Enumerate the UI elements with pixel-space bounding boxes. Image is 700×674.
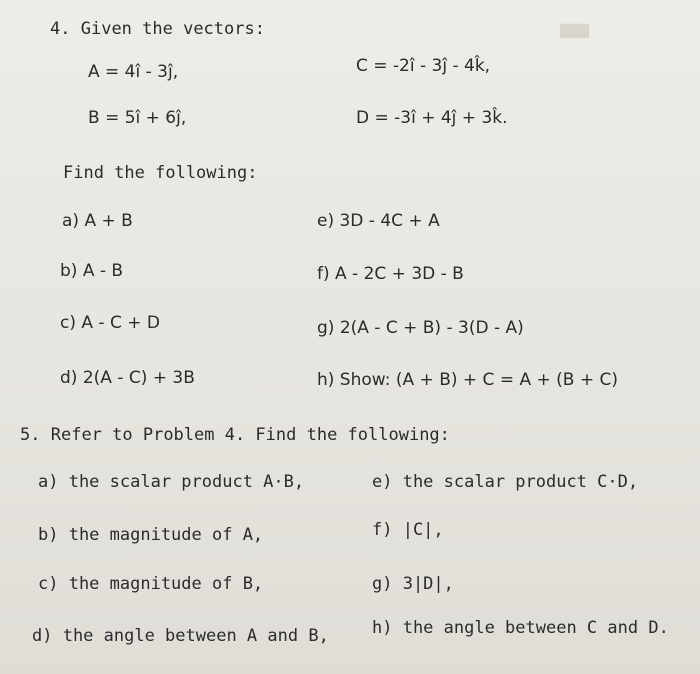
problem-4-item-f: f) A - 2C + 3D - B (317, 264, 464, 284)
problem-5-item-f: f) |C|, (372, 520, 444, 540)
problem-title: Refer to Problem 4. Find the following: (50, 425, 450, 445)
problem-5-item-a: a) the scalar product A·B, (38, 472, 305, 492)
problem-5-item-b: b) the magnitude of A, (38, 525, 264, 545)
vector-a-definition: A = 4î - 3ĵ, (88, 62, 179, 82)
background-bleed: ████ (560, 24, 589, 38)
problem-title: Given the vectors: (80, 19, 265, 39)
problem-4-item-e: e) 3D - 4C + A (317, 211, 440, 231)
find-following-prompt: Find the following: (63, 163, 258, 183)
vector-d-definition: D = -3î + 4ĵ + 3k̂. (356, 108, 508, 128)
problem-4-header (50, 19, 265, 39)
problem-5-item-d: d) the angle between A and B, (32, 626, 329, 646)
problem-4-item-g: g) 2(A - C + B) - 3(D - A) (317, 318, 524, 338)
problem-4-item-a: a) A + B (62, 211, 133, 231)
problem-number: 5. (20, 425, 41, 445)
problem-4-item-b: b) A - B (60, 261, 124, 281)
problem-number: 4. (50, 19, 71, 39)
problem-5-item-h: h) the angle between C and D. (372, 618, 669, 638)
vector-c-definition: C = -2î - 3ĵ - 4k̂, (356, 56, 491, 76)
problem-4-item-d: d) 2(A - C) + 3B (60, 368, 195, 388)
problem-4-item-c: c) A - C + D (60, 313, 160, 333)
problem-5-item-g: g) 3|D|, (372, 574, 454, 594)
problem-5-item-e: e) the scalar product C·D, (372, 472, 639, 492)
problem-5-header (20, 425, 450, 445)
problem-5-item-c: c) the magnitude of B, (38, 574, 264, 594)
problem-4-item-h: h) Show: (A + B) + C = A + (B + C) (317, 370, 618, 390)
vector-b-definition: B = 5î + 6ĵ, (88, 108, 187, 128)
